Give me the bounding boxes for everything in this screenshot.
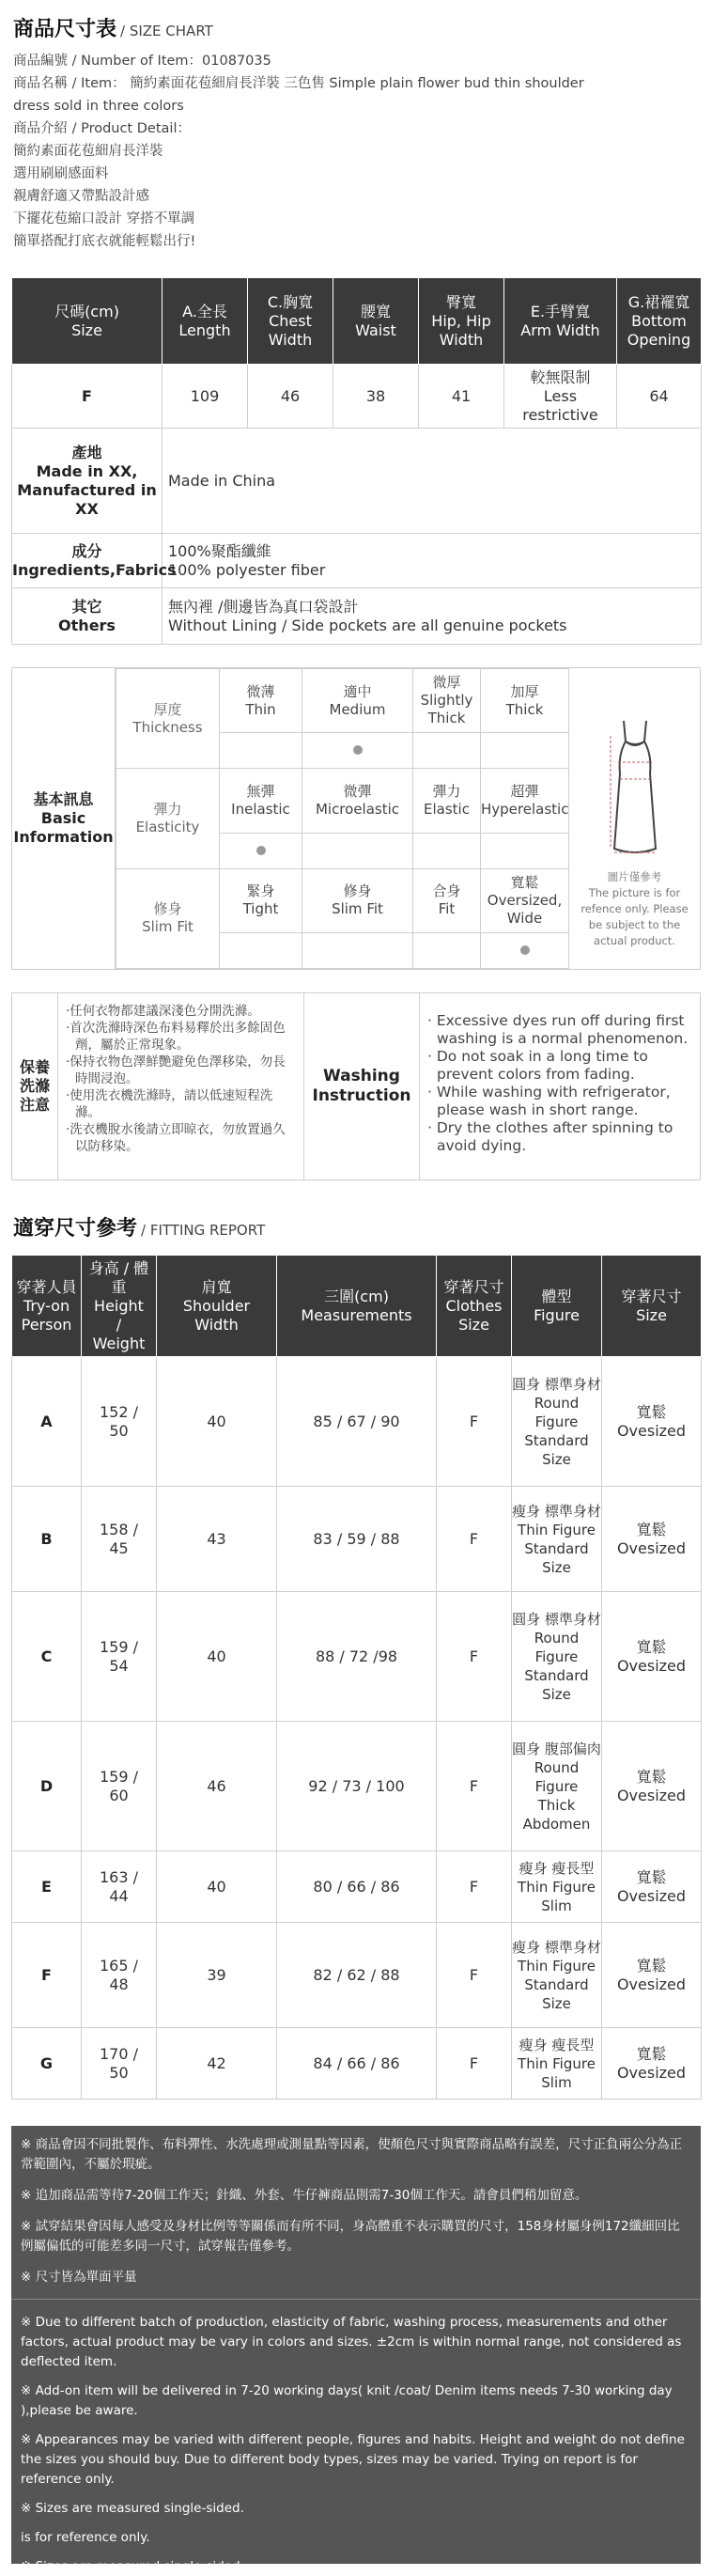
- made-in-value: Made in China: [163, 429, 702, 534]
- fit-fit-cell: 寬鬆 Ovesized: [602, 1592, 702, 1722]
- fit-figure-cell: 瘦身 瘦長型 Thin Figure Slim: [512, 1851, 602, 1923]
- size-table-row-f: [12, 365, 702, 429]
- fit-figure-cell: 瘦身 標準身材 Thin Figure Standard Size: [512, 1923, 602, 2028]
- basic-info-label: 基本訊息 Basic Information: [12, 668, 116, 969]
- fitting-title-en: / FITTING REPORT: [141, 1222, 266, 1239]
- fit-shoulder-cell: 40: [157, 1357, 277, 1487]
- fit-shoulder-cell: 40: [157, 1851, 277, 1923]
- fitting-row: [12, 1592, 702, 1722]
- ingredients-label: 成分 Ingredients,Fabrics: [12, 534, 163, 588]
- product-detail-line: 下擺花苞縮口設計 穿搭不單調: [13, 211, 195, 226]
- washing-label-zh: 保養 洗滌 注意: [19, 1058, 50, 1114]
- size-value-cell: 38: [333, 365, 419, 429]
- fit-clothes-size-cell: F: [437, 1487, 512, 1592]
- fit-clothes-size-cell: F: [437, 1357, 512, 1487]
- fit-clothes-size-cell: F: [437, 1722, 512, 1851]
- fit-clothes-size-cell: F: [437, 1851, 512, 1923]
- fitting-header-cell: 肩寬 Shoulder Width: [157, 1256, 277, 1357]
- notes-en-list: [21, 2313, 691, 2576]
- fit-measurements-cell: 84 / 66 / 86: [277, 2028, 437, 2100]
- info-option-cell: 微薄 Thin: [220, 669, 302, 733]
- washing-instruction-label: Washing Instruction: [303, 993, 420, 1179]
- fit-person-cell: B: [12, 1487, 82, 1592]
- size-header-cell: 臀寬 Hip, Hip Width: [419, 278, 504, 365]
- product-header: [0, 0, 712, 253]
- washing-zh-item: ·使用洗衣機洗滌時，請以低速短程洗滌。: [66, 1088, 273, 1120]
- selected-dot-icon: [256, 846, 266, 855]
- fit-fit-cell: 寬鬆 Ovesized: [602, 1357, 702, 1487]
- info-option-cell: 微彈 Microelastic: [302, 769, 413, 833]
- size-label-cell: F: [12, 365, 163, 429]
- basic-info-grid: [116, 668, 569, 969]
- fit-height-weight-cell: 158 / 45: [82, 1487, 157, 1592]
- size-header-cell: 尺碼(cm) Size: [12, 278, 163, 365]
- info-row-label: 厚度 Thickness: [116, 669, 220, 769]
- size-value-cell: 64: [617, 365, 702, 429]
- info-option-cell: 緊身 Tight: [220, 868, 302, 932]
- info-row-options: [116, 868, 569, 932]
- fitting-header-row: [12, 1256, 702, 1357]
- info-mark-cell: [413, 932, 481, 968]
- note-en-item: is for reference only.: [21, 2530, 150, 2545]
- info-row-label: 彈力 Elasticity: [116, 769, 220, 868]
- product-detail-line: 親膚舒適又帶點設計感: [13, 189, 149, 204]
- info-mark-cell: [481, 733, 569, 769]
- info-mark-cell: [220, 733, 302, 769]
- fit-person-cell: F: [12, 1923, 82, 2028]
- made-in-label: 產地 Made in XX, Manufactured in XX: [12, 429, 163, 534]
- washing-zh-item: ·洗衣機脫水後請立即晾衣，勿放置過久以防移染。: [66, 1122, 286, 1154]
- size-header-cell: C.胸寬 Chest Width: [248, 278, 333, 365]
- fitting-header-cell: 三圍(cm) Measurements: [277, 1256, 437, 1357]
- info-mark-cell: [413, 733, 481, 769]
- fitting-row: [12, 2028, 702, 2100]
- fit-height-weight-cell: 165 / 48: [82, 1923, 157, 2028]
- info-mark-cell: [302, 833, 413, 868]
- others-value: 無內裡 /側邊皆為真口袋設計 Without Lining / Side pockets are all genuine pockets: [163, 588, 702, 645]
- fit-figure-cell: 圓身 標準身材 Round Figure Standard Size: [512, 1357, 602, 1487]
- fit-figure-cell: 圓身 標準身材 Round Figure Standard Size: [512, 1592, 602, 1722]
- fit-figure-cell: 瘦身 標準身材 Thin Figure Standard Size: [512, 1487, 602, 1592]
- others-row: [12, 588, 702, 645]
- fit-measurements-cell: 85 / 67 / 90: [277, 1357, 437, 1487]
- fit-fit-cell: 寬鬆 Ovesized: [602, 1851, 702, 1923]
- fitting-table: [11, 1255, 702, 2100]
- fit-height-weight-cell: 159 / 60: [82, 1722, 157, 1851]
- washing-en-item: · Excessive dyes run off during first washing is a normal phenomenon.: [427, 1012, 689, 1047]
- fit-person-cell: C: [12, 1592, 82, 1722]
- fit-clothes-size-cell: F: [437, 2028, 512, 2100]
- product-detail-line: 選用刷刷感面料: [13, 166, 109, 181]
- info-mark-cell: [481, 833, 569, 868]
- size-table-header-row: [12, 278, 702, 365]
- notes-divider: [11, 2299, 701, 2300]
- fitting-title-zh: 適穿尺寸參考: [13, 1217, 138, 1241]
- made-in-row: [12, 429, 702, 534]
- fit-clothes-size-cell: F: [437, 1923, 512, 2028]
- washing-block: [11, 992, 701, 1180]
- info-option-cell: 超彈 Hyperelastic: [481, 769, 569, 833]
- size-value-cell: 較無限制 Less restrictive: [504, 365, 617, 429]
- info-option-cell: 寬鬆 Oversized, Wide: [481, 868, 569, 932]
- washing-zh-item: ·首次洗滌時深色布料易釋於出多餘固色劑，屬於正常現象。: [66, 1021, 286, 1053]
- info-row-label: 修身 Slim Fit: [116, 868, 220, 968]
- fit-person-cell: A: [12, 1357, 82, 1487]
- fit-measurements-cell: 92 / 73 / 100: [277, 1722, 437, 1851]
- note-zh-item: ※ 追加商品需等待7-20個工作天；針織、外套、牛仔褲商品則需7-30個工作天。請會員們稍加留意。: [21, 2188, 588, 2203]
- info-option-cell: 合身 Fit: [413, 868, 481, 932]
- product-detail-line: 簡單搭配打底衣就能輕鬆出行!: [13, 234, 196, 249]
- info-option-cell: 修身 Slim Fit: [302, 868, 413, 932]
- info-mark-cell: [481, 932, 569, 968]
- fit-clothes-size-cell: F: [437, 1592, 512, 1722]
- fitting-row: [12, 1923, 702, 2028]
- fit-shoulder-cell: 39: [157, 1923, 277, 2028]
- note-en-item: ※ Sizes are measured single-sided.: [21, 2501, 244, 2516]
- fitting-row: [12, 1851, 702, 1923]
- fitting-header-cell: 穿著尺寸 Size: [602, 1256, 702, 1357]
- info-row-options: [116, 769, 569, 833]
- fitting-report-title: [13, 1212, 699, 1241]
- fit-figure-cell: 圓身 腹部偏肉 Round Figure Thick Abdomen: [512, 1722, 602, 1851]
- note-en-item: ※ Sizes are measured single-sided.: [21, 2559, 244, 2574]
- selected-dot-icon: [520, 945, 530, 955]
- fitting-row: [12, 1722, 702, 1851]
- ingredients-value: 100%聚酯纖維 100% polyester fiber: [163, 534, 702, 588]
- info-row-options: [116, 669, 569, 733]
- ingredients-row: [12, 534, 702, 588]
- size-header-cell: G.裙襬寬 Bottom Opening: [617, 278, 702, 365]
- washing-en-item: · Dry the clothes after spinning to avoid dying.: [427, 1119, 673, 1154]
- info-option-cell: 加厚 Thick: [481, 669, 569, 733]
- fit-shoulder-cell: 46: [157, 1722, 277, 1851]
- fit-fit-cell: 寬鬆 Ovesized: [602, 1722, 702, 1851]
- note-en-item: ※ Add-on item will be delivered in 7-20 working days( knit /coat/ Denim items needs 7-30 working day ),please be aware.: [21, 2383, 673, 2418]
- fit-fit-cell: 寬鬆 Ovesized: [602, 1923, 702, 2028]
- product-detail-line: 商品名稱 / Item： 簡約素面花苞細肩長洋裝 三色售 Simple plain flower bud thin shoulder: [13, 76, 584, 91]
- note-zh-item: ※ 尺寸皆為單面平量: [21, 2270, 137, 2285]
- product-detail-line: dress sold in three colors: [13, 99, 184, 114]
- note-en-item: ※ Appearances may be varied with different people, figures and habits. Height and weight do not define the sizes you should buy. Due to different body types, sizes may be varied. Trying on report is for reference only.: [21, 2432, 685, 2487]
- size-value-cell: 46: [248, 365, 333, 429]
- notes-zh-list: [21, 2135, 691, 2287]
- size-header-cell: A.全長 Length: [163, 278, 248, 365]
- fit-measurements-cell: 88 / 72 /98: [277, 1592, 437, 1722]
- fit-fit-cell: 寬鬆 Ovesized: [602, 1487, 702, 1592]
- fitting-header-cell: 身高 / 體重 Height / Weight: [82, 1256, 157, 1357]
- fit-fit-cell: 寬鬆 Ovesized: [602, 2028, 702, 2100]
- info-option-cell: 彈力 Elastic: [413, 769, 481, 833]
- note-zh-item: ※ 試穿結果會因每人感受及身材比例等等關係而有所不同，身高體重不表示購買的尺寸，158身材屬身例172纖細回比例屬偏低的可能差多同一尺寸，試穿報告僅參考。: [21, 2219, 680, 2254]
- dress-picture-area: [568, 668, 700, 969]
- info-mark-cell: [220, 932, 302, 968]
- size-header-cell: 腰寬 Waist: [333, 278, 419, 365]
- note-en-item: ※ Due to different batch of production, elasticity of fabric, washing process, measurements and other factors, actual product may be vary in colors and sizes. ±2cm is within normal range, not considered as deflected item.: [21, 2315, 682, 2369]
- fit-person-cell: D: [12, 1722, 82, 1851]
- size-table: [11, 277, 702, 645]
- fit-measurements-cell: 80 / 66 / 86: [277, 1851, 437, 1923]
- product-detail-line: 簡約素面花苞細肩長洋裝: [13, 144, 163, 159]
- fit-person-cell: G: [12, 2028, 82, 2100]
- washing-zh-item: ·任何衣物都建議深淺色分開洗滌。: [66, 1004, 260, 1019]
- dress-illustration-icon: [597, 717, 673, 858]
- washing-en-item: · While washing with refrigerator, please wash in short range.: [427, 1084, 671, 1118]
- size-chart-title: [13, 13, 699, 42]
- fit-shoulder-cell: 40: [157, 1592, 277, 1722]
- product-detail-line: 商品編號 / Number of Item：01087035: [13, 54, 271, 69]
- size-value-cell: 41: [419, 365, 504, 429]
- others-label: 其它 Others: [12, 588, 163, 645]
- info-mark-cell: [302, 932, 413, 968]
- fitting-header-cell: 穿著人員 Try-on Person: [12, 1256, 82, 1357]
- info-option-cell: 適中 Medium: [302, 669, 413, 733]
- note-zh-item: ※ 商品會因不同批製作、布料彈性、水洗處理或測量點等因素，使顏色尺寸與實際商品略有誤差，尺寸正負兩公分為正常範圍內，不屬於瑕疵。: [21, 2137, 683, 2172]
- fitting-header-cell: 體型 Figure: [512, 1256, 602, 1357]
- fit-height-weight-cell: 163 / 44: [82, 1851, 157, 1923]
- fitting-row: [12, 1357, 702, 1487]
- size-chart-title-zh: 商品尺寸表: [13, 18, 117, 41]
- fit-figure-cell: 瘦身 瘦長型 Thin Figure Slim: [512, 2028, 602, 2100]
- fit-shoulder-cell: 43: [157, 1487, 277, 1592]
- fit-height-weight-cell: 159 / 54: [82, 1592, 157, 1722]
- info-option-cell: 無彈 Inelastic: [220, 769, 302, 833]
- info-mark-cell: [413, 833, 481, 868]
- size-value-cell: 109: [163, 365, 248, 429]
- fit-measurements-cell: 83 / 59 / 88: [277, 1487, 437, 1592]
- size-chart-title-en: / SIZE CHART: [120, 23, 213, 39]
- fitting-header-cell: 穿著尺寸 Clothes Size: [437, 1256, 512, 1357]
- fit-person-cell: E: [12, 1851, 82, 1923]
- fit-height-weight-cell: 152 / 50: [82, 1357, 157, 1487]
- product-detail-line: 商品介紹 / Product Detail：: [13, 121, 191, 136]
- product-detail-lines: [13, 50, 699, 253]
- notes-block: [11, 2126, 701, 2574]
- washing-en-list: [420, 993, 700, 1179]
- selected-dot-icon: [353, 745, 363, 755]
- size-header-cell: E.手臂寬 Arm Width: [504, 278, 617, 365]
- basic-info-block: [11, 667, 701, 970]
- info-option-cell: 微厚 Slightly Thick: [413, 669, 481, 733]
- info-mark-cell: [302, 733, 413, 769]
- washing-en-item: · Do not soak in a long time to prevent colors from fading.: [427, 1048, 648, 1083]
- picture-reference-note: 圖片僅參考 The picture is for refence only. Please be subject to the actual product.: [580, 870, 689, 947]
- info-mark-cell: [220, 833, 302, 868]
- fitting-row: [12, 1487, 702, 1592]
- washing-zh-item: ·保持衣物色澤鮮艷避免色澤移染，勿長時間浸泡。: [66, 1054, 286, 1086]
- fit-height-weight-cell: 170 / 50: [82, 2028, 157, 2100]
- fit-shoulder-cell: 42: [157, 2028, 277, 2100]
- washing-zh-list: [57, 993, 303, 1179]
- fit-measurements-cell: 82 / 62 / 88: [277, 1923, 437, 2028]
